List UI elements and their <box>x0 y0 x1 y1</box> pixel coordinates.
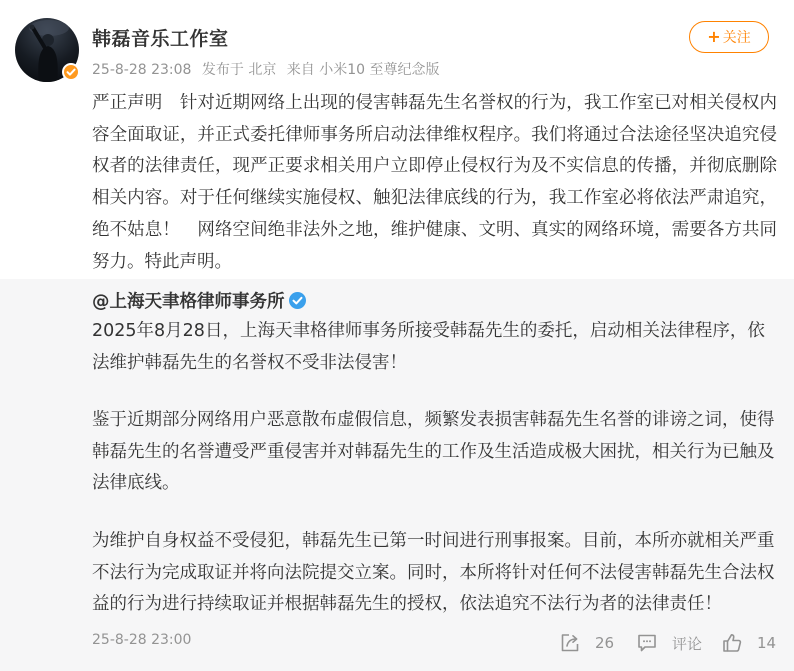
repost-timestamp[interactable]: 25-8-28 23:00 <box>92 632 192 648</box>
author-name[interactable]: 韩磊音乐工作室 <box>92 28 229 50</box>
repost-author[interactable] <box>92 288 306 313</box>
repost-author-name[interactable]: @上海天聿格律师事务所 <box>92 292 285 312</box>
comment-icon <box>636 632 658 654</box>
repost-paragraph: 鉴于近期部分网络用户恶意散布虚假信息，频繁发表损害韩磊先生名誉的诽谤之词，使得韩磊先生的名誉遭受严重侵害并对韩磊先生的工作及生活造成极大困扰，相关行为已触及法律底线。 <box>92 410 775 494</box>
thumbs-up-icon <box>721 632 743 654</box>
verified-check-icon <box>289 292 306 309</box>
plus-icon: + <box>707 27 721 46</box>
repost-paragraph: 为维护自身权益不受侵犯，韩磊先生已第一时间进行刑事报案。目前，本所亦就相关严重不法行为完成取证并将向法院提交立案。同时，本所将针对任何不法侵害韩磊先生合法权益的行为进行持续取证并根据韩磊先生的授权，依法追究不法行为者的法律责任！ <box>92 531 775 615</box>
like-button[interactable] <box>721 629 776 657</box>
post-meta <box>92 59 446 79</box>
post-text: 严正声明 针对近期网络上出现的侵害韩磊先生名誉权的行为，我工作室已对相关侵权内容全面取证，并正式委托律师事务所启动法律维权程序。我们将通过合法途径坚决追究侵权者的法律责任，现严正要求相关用户立即停止侵权行为及不实信息的传播，并彻底删除相关内容。对于任何继续实施侵权、触犯法律底线的行为，我工作室必将依法严肃追究，绝不姑息！ 网络空间绝非法外之地，维护健康、文明、真实的网络环境，需要各方共同努力。特此声明。 <box>92 93 777 272</box>
post-timestamp[interactable]: 25-8-28 23:08 <box>92 62 192 78</box>
avatar-container[interactable] <box>15 18 79 82</box>
share-count: 26 <box>595 634 615 652</box>
follow-label: 关注 <box>722 30 751 46</box>
share-icon <box>559 632 581 654</box>
post-location: 发布于 北京 <box>201 62 277 78</box>
verified-badge-icon <box>62 63 80 81</box>
post-source: 来自 小米10 至尊纪念版 <box>286 62 440 78</box>
repost-paragraph: 2025年8月28日，上海天聿格律师事务所接受韩磊先生的委托，启动相关法律程序，依法维护韩磊先生的名誉权不受非法侵害！ <box>92 321 765 373</box>
comment-button[interactable] <box>636 629 702 657</box>
follow-button[interactable] <box>689 21 769 53</box>
share-button[interactable] <box>559 629 614 657</box>
like-count: 14 <box>757 634 777 652</box>
comment-label: 评论 <box>672 634 703 653</box>
